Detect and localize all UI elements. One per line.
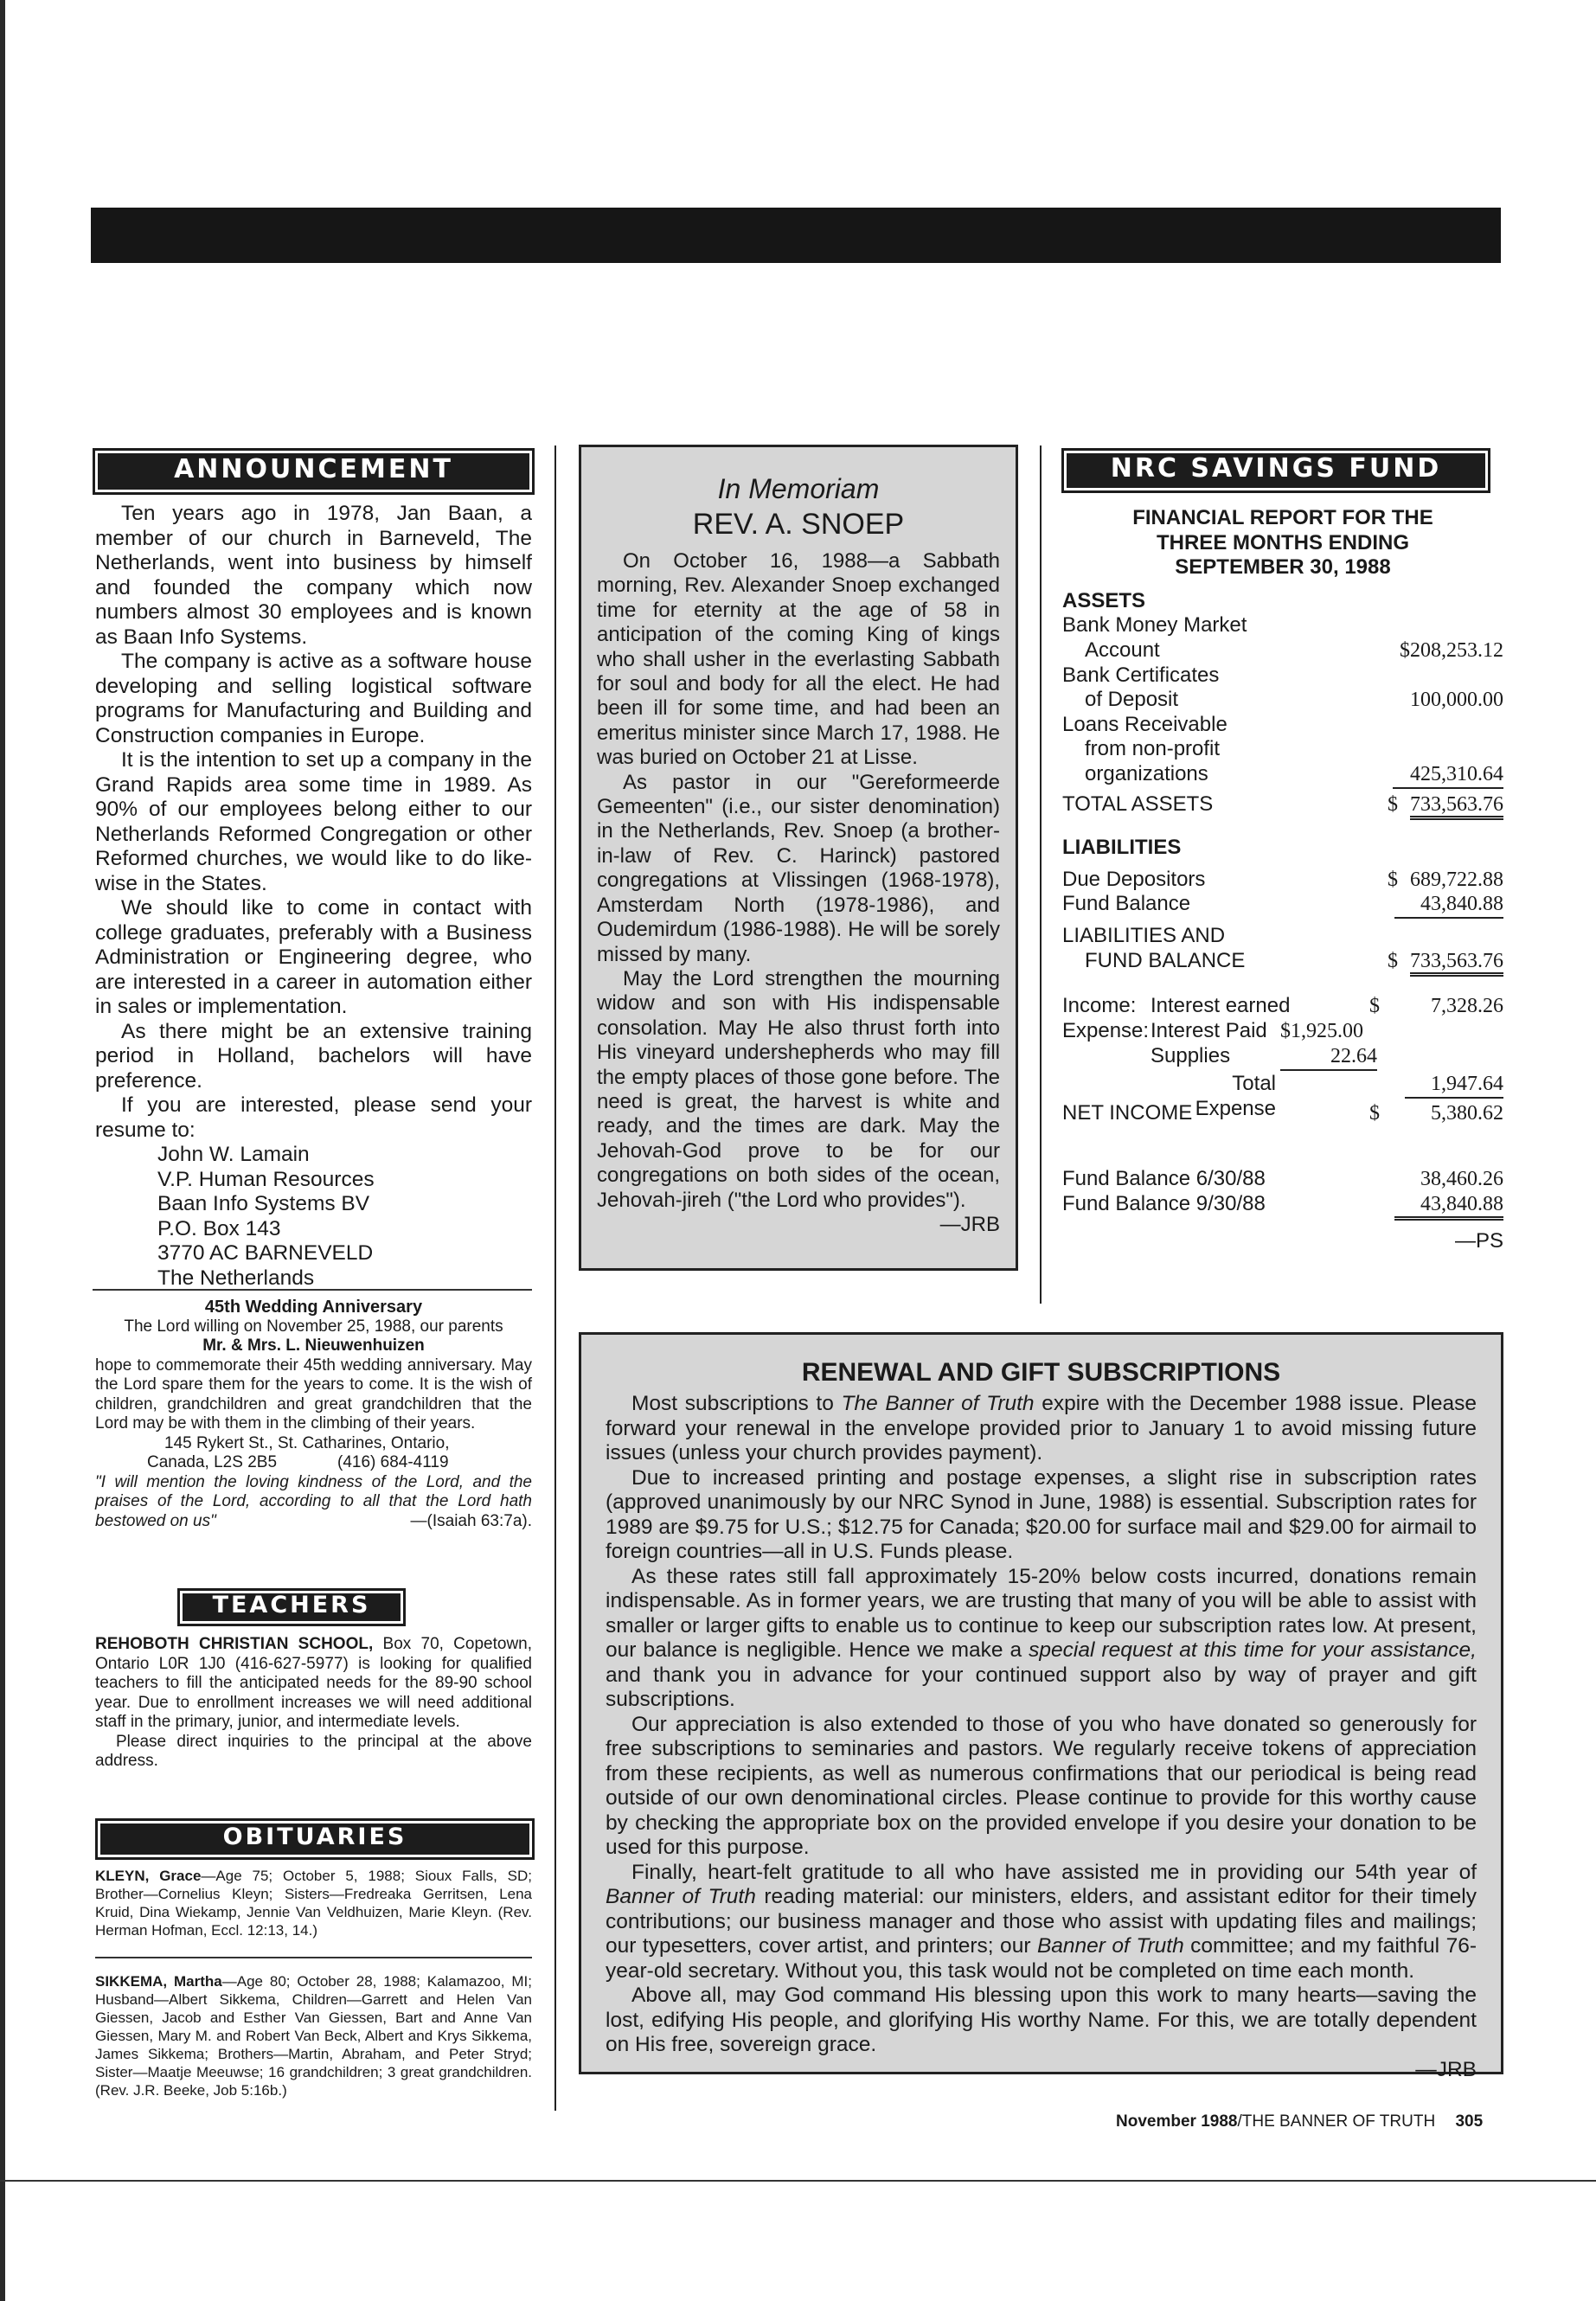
due-depositors-label: Due Depositors [1062, 867, 1206, 891]
net-income-label: NET INCOME [1062, 1101, 1193, 1125]
loans-label: Loans Receivable [1062, 712, 1227, 736]
obituary-name: SIKKEMA, Martha [95, 1973, 222, 1990]
dollar-sign: $ [1369, 995, 1380, 1018]
fb-630-row [1062, 1167, 1503, 1192]
total-assets-row [1062, 792, 1503, 817]
bank-certificates-label: Bank Certificates [1062, 663, 1220, 687]
announcement-paragraph: If you are interested, please send your resume to: [95, 1093, 532, 1142]
fb-930-value: 43,840.88 [1394, 1192, 1503, 1221]
anniversary-line: The Lord willing on November 25, 1988, our parents [124, 1317, 503, 1336]
account-label: Account [1085, 638, 1160, 662]
anniversary-phone: (416) 684-4119 [337, 1453, 449, 1471]
address-line: John W. Lamain [157, 1143, 310, 1166]
supplies-label: Supplies [1151, 1044, 1231, 1068]
announcement-paragraph: We should like to come in contact with college graduates, preferably with a Business Administration or Engineering degree, who are interested in a career in automation either in sales or implementation. [95, 896, 532, 1018]
memoriam-paragraph: On October 16, 1988—a Sabbath morning, Rev. Alexander Snoep exchanged time for eternity at the age of 58 in anticipation of the coming King of kings who shall usher in the everlasting Sabbath for soul and body for all the elect. He had been ill for some time, and had been an emeritus minister since March 17, 1988. He was buried on October 21 at Lisse. [597, 549, 1000, 770]
total-expense-label: Total Expense [1195, 1072, 1276, 1120]
net-income-value: 5,380.62 [1431, 1102, 1503, 1125]
renewal-paragraph [606, 1392, 1477, 1466]
fund-balance-value: 43,840.88 [1394, 892, 1503, 919]
dollar-sign: $ [1388, 949, 1398, 972]
text: Most subscriptions to [631, 1392, 842, 1415]
text: As these rates still fall approximately 15-20% below costs incurred, donations remain indispensable. As in former years, we are trusting that many of you will be able to assist with smaller or larger gifts to enable us to continue to keep our subscription rates low. At present, our balance is negligible. Hence we make a [606, 1564, 1477, 1662]
obituary-text: —Age 80; October 28, 1988; Kalamazoo, MI; Husband—Albert Sikkema, Children—Garrett and Helen Van Giessen, Jacob and Esther Van Giessen, Bart and Anne Van Giessen, Mary M. and Robert Van Beck, Albert and Krys Sikkema, James Sikkema; Brothers—Martin, Abraham, and Peter Stryd; Sister—Maatje Meeuwse; 16 grandchildren; 3 great grandchildren. (Rev. J.R. Beeke, Job 5:16b.) [95, 1973, 532, 2099]
dollar-sign: $ [1388, 868, 1398, 891]
income-label: Income: [1062, 994, 1137, 1018]
address-line: V.P. Human Resources [157, 1167, 375, 1191]
page-bottom-edge [0, 2180, 1596, 2182]
page-number: 305 [1455, 2112, 1484, 2131]
address-line: P.O. Box 143 [157, 1216, 281, 1240]
renewal-signature: —JRB [1415, 2057, 1477, 2081]
obituaries-banner: OBITUARIES [95, 1818, 535, 1860]
memoriam-paragraph: May the Lord strengthen the mourning widow and son with His indispensable consolation. May He also thrust forth into His vineyard undershepherds who may fill the empty places of those gone before. The need is great, the harvest is white and ready, and the times are dark. May the Jehovah-God prove to be for our congregations on both sides of the ocean, Jehovah-jireh ("the Lord who provides"). [597, 966, 1000, 1212]
obituary-text: —Age 75; October 5, 1988; Sioux Falls, SD; Brother—Cornelius Kleyn; Sisters—Fredreaka Gerritsen, Lena Kruid, Dina Wiekamp, Jennie Van Veldhuizen, Marie Kleyn. (Rev. Herman Hofman, Eccl. 12:13, 14.) [95, 1868, 532, 1939]
assets-heading: ASSETS [1062, 588, 1146, 612]
interest-paid-label: Interest Paid [1151, 1019, 1267, 1043]
fb-630-label: Fund Balance 6/30/88 [1062, 1167, 1266, 1191]
supplies-value: 22.64 [1280, 1044, 1377, 1071]
text: reading material: our ministers, elders, and assistant editor for their timely contributions; our business manager and those who assist with updating files and mailings; our typesetters, cover artist, and printers; our [606, 1885, 1477, 1958]
bank-money-market-label: Bank Money Market [1062, 613, 1247, 638]
teachers-section [95, 1635, 532, 1772]
publication-title: Banner of Truth [1036, 1934, 1184, 1958]
quote-reference: —(Isaiah 63:7a). [410, 1511, 532, 1530]
divider [95, 1957, 532, 1958]
renewal-paragraph [606, 1861, 1477, 1984]
announcement-paragraph: It is the intention to set up a company in the Grand Rapids area some time in 1989. As 90% of our employees belong either to our Netherlands Reformed Congregation or other Reformed churches, we would like to do like-wise in the States. [95, 748, 532, 895]
due-depositors-amount [1388, 868, 1503, 893]
dollar-sign: $ [1369, 1102, 1380, 1125]
financial-report [1062, 506, 1503, 1254]
organizations-label: organizations [1085, 761, 1208, 785]
publication-name: /THE BANNER OF TRUTH [1237, 2112, 1436, 2131]
announcement-paragraph: Ten years ago in 1978, Jan Baan, a member of our church in Barneveld, The Netherlands, went into business by himself and founded the company which now numbers almost 30 employees and is known as Baan Info Systems. [95, 502, 532, 649]
issue-date: November 1988 [1116, 2112, 1238, 2131]
interest-earned-label: Interest earned [1151, 994, 1291, 1018]
scan-edge [0, 0, 5, 2301]
liab-fund-label: LIABILITIES AND [1062, 923, 1226, 947]
teachers-description: Box 70, Copetown, Ontario L0R 1J0 (416-627-5977) is looking for qualified teachers to fill the anticipated needs for the 89-90 school year. Due to enrollment increases we will need additional staff in the primary, junior, and intermediate levels. [95, 1635, 533, 1731]
deposit-row [1062, 688, 1503, 713]
liabilities-heading: LIABILITIES [1062, 836, 1182, 860]
renewal-paragraph: Above all, may God command His blessing upon this work to many hearts—saving the lost, edifying His people, and glorifying His worthy Name. For this, we are totally dependent on His free, sovereign grace. [606, 1984, 1477, 2056]
address-line: The Netherlands [157, 1266, 315, 1290]
total-expense-value: 1,947.64 [1405, 1072, 1503, 1099]
renewal-paragraph: Our appreciation is also extended to those of you who have donated so generously for free subscriptions to seminaries and pastors. We regularly receive tokens of appreciation from these recipients, as well as numerous confirmations that our periodical is being read outside of our own denominational circles. Please continue to provide for this worthy cause by checking the appropriate box on the provided envelope if you desire your donation to be used for this purpose. [606, 1712, 1477, 1859]
account-row [1062, 638, 1503, 663]
anniversary-title: 45th Wedding Anniversary [204, 1298, 423, 1317]
memoriam-paragraph: As pastor in our "Gereformeerde Gemeenten" (i.e., our sister denomination) in the Netherlands, Rev. Snoep (a brother-in-law of Rev. C. Harinck) pastored congregations at Vlissingen (1968-1978), Amsterdam North (1978-1986), and Oudemirdum (1986-1988). He will be sorely missed by many. [597, 770, 1000, 966]
quote-text: "I will mention the loving kindness of the Lord, and the praises of the Lord, according to all that the Lord hath bestowed on us" [95, 1472, 532, 1530]
liab-fund-amount [1388, 949, 1503, 974]
loans-value: 425,310.64 [1393, 762, 1503, 789]
renewal-box [579, 1332, 1503, 2081]
loans-row [1062, 762, 1503, 789]
report-title: FINANCIAL REPORT FOR THE THREE MONTHS ENDING SEPTEMBER 30, 1988 [1132, 506, 1433, 580]
memoriam-signature: —JRB [939, 1212, 1000, 1236]
fund-balance-row [1062, 892, 1503, 919]
total-assets-label: TOTAL ASSETS [1062, 792, 1214, 816]
teachers-inquiry: Please direct inquiries to the principal at the above address. [95, 1732, 532, 1770]
savings-banner: NRC SAVINGS FUND [1061, 448, 1490, 493]
text: committee; and my faithful 76-year-old secretary. Without you, this task would not be completed on time each month. [606, 1934, 1477, 1983]
obituary-name: KLEYN, Grace [95, 1868, 202, 1884]
text: Finally, heart-felt gratitude to all who have assisted me in providing our 54th year of [631, 1860, 1477, 1884]
column-divider [1040, 445, 1042, 1304]
publication-title: Banner of Truth [606, 1885, 756, 1908]
obituary-entry [95, 1867, 532, 1939]
renewal-paragraph [606, 1565, 1477, 1713]
due-depositors-value: 689,722.88 [1410, 868, 1503, 891]
memoriam-name: REV. A. SNOEP [692, 508, 905, 541]
anniversary-address-row [147, 1453, 532, 1473]
anniversary-address: 145 Rykert St., St. Catharines, Ontario, [164, 1433, 450, 1452]
announcement-body [95, 502, 532, 1291]
total-assets-amount [1388, 792, 1503, 817]
announcement-banner: ANNOUNCEMENT [93, 448, 535, 495]
address-line: Baan Info Systems BV [157, 1192, 370, 1215]
memoriam-body [597, 549, 1000, 1237]
fb-930-row [1062, 1192, 1503, 1221]
account-value: $208,253.12 [1400, 638, 1503, 662]
obituary-entry [95, 1972, 532, 2099]
total-assets-value: 733,563.76 [1410, 793, 1503, 820]
deposit-label: of Deposit [1085, 688, 1179, 712]
deposit-value: 100,000.00 [1410, 689, 1503, 712]
resume-address [157, 1143, 532, 1291]
interest-earned-value: 7,328.26 [1431, 995, 1503, 1018]
divider [93, 1289, 532, 1291]
memoriam-heading: In Memoriam [717, 473, 880, 504]
liab-fund-value: 733,563.76 [1410, 950, 1503, 977]
renewal-paragraph: Due to increased printing and postage expenses, a slight rise in subscription rates (approved unanimously by our NRC Synod in June, 1988) is essential. Subscription rates for 1989 are $9.75 for U.S.; $12.75 for Canada; $20.00 for surface mail and $29.00 for airmail to foreign countries—all in U.S. Funds please. [606, 1465, 1477, 1563]
emphasis: special request at this time for your assistance, [1029, 1638, 1477, 1662]
anniversary-names: Mr. & Mrs. L. Nieuwenhuizen [202, 1336, 425, 1355]
due-depositors-row [1062, 868, 1503, 893]
anniversary-quote [95, 1473, 532, 1532]
fb-630-value: 38,460.26 [1420, 1168, 1503, 1191]
fund-balance-label: Fund Balance [1062, 892, 1191, 916]
nonprofit-label: from non-profit [1085, 737, 1221, 761]
income-block [1062, 994, 1503, 1163]
interest-paid-value: $1,925.00 [1280, 1020, 1363, 1043]
text: and thank you in advance for your continued support also by way of prayer and gift subscriptions. [606, 1663, 1477, 1711]
dollar-sign: $ [1388, 792, 1398, 816]
liab-fund-label-2: FUND BALANCE [1085, 948, 1246, 972]
savings-signature: —PS [1454, 1229, 1503, 1253]
renewal-body [606, 1392, 1477, 2082]
announcement-paragraph: As there might be an extensive training period in Holland, bachelors will have preference. [95, 1019, 532, 1093]
publication-title: The Banner of Truth [841, 1392, 1035, 1415]
header-bar [91, 208, 1501, 263]
anniversary-text: hope to commemorate their 45th wedding anniversary. May the Lord spare them for the years to come. It is the wish of children, grandchildren and great grandchildren that the Lord may be with them in the climbing of their years. [95, 1356, 532, 1433]
teachers-text [95, 1635, 532, 1733]
memoriam-box [579, 445, 1018, 1271]
page-footer [1116, 2112, 1483, 2131]
school-name: REHOBOTH CHRISTIAN SCHOOL, [95, 1635, 374, 1653]
anniversary-section [95, 1298, 532, 1531]
anniversary-postal: Canada, L2S 2B5 [147, 1453, 278, 1471]
renewal-title: RENEWAL AND GIFT SUBSCRIPTIONS [801, 1358, 1281, 1387]
expense-label: Expense: [1062, 1019, 1150, 1043]
column-divider [554, 445, 556, 2111]
text: expire with the December 1988 issue. Please forward your renewal in the envelope provided prior to January 1 to avoid missing future issues (unless your church provides payment). [606, 1392, 1477, 1465]
teachers-banner: TEACHERS [177, 1588, 406, 1626]
liab-fund-row [1062, 949, 1503, 974]
address-line: 3770 AC BARNEVELD [157, 1241, 374, 1265]
announcement-paragraph: The company is active as a software house developing and selling logistical software programs for Manufacturing and Building and Construction companies in Europe. [95, 650, 532, 747]
fb-930-label: Fund Balance 9/30/88 [1062, 1191, 1266, 1215]
